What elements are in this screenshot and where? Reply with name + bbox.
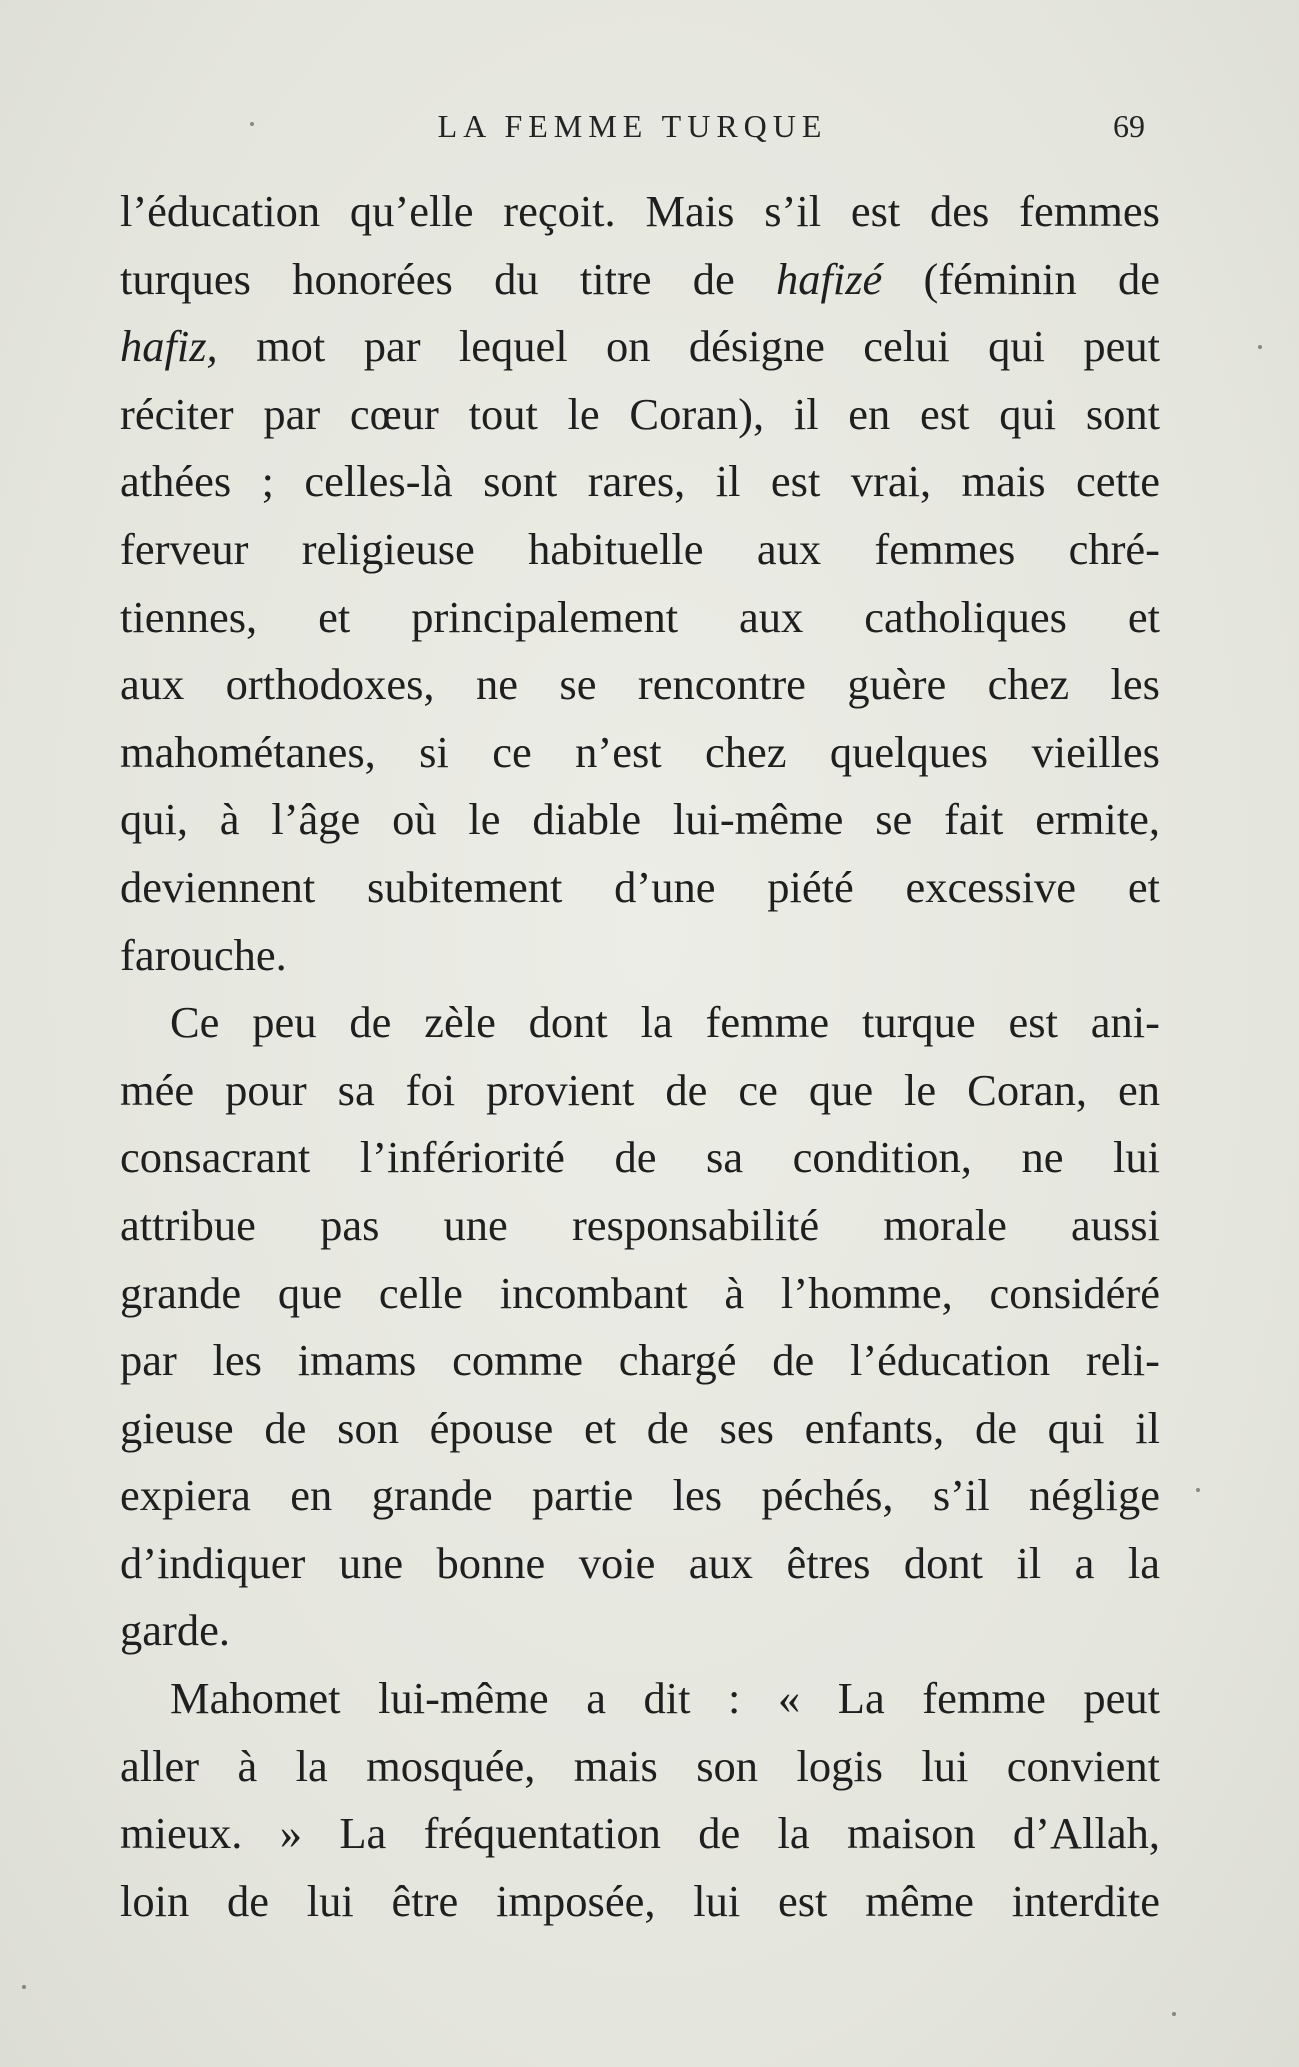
paper-speck — [250, 122, 254, 126]
text-line: grande que celle incombant à l’homme, considéré — [120, 1267, 1160, 1318]
text-line: athées ; celles-là sont rares, il est vrai, mais cette — [120, 456, 1160, 507]
text-line: mahométanes, si ce n’est chez quelques vieilles — [120, 726, 1160, 777]
text-line: ferveur religieuse habituelle aux femmes chré- — [120, 523, 1160, 574]
text-line: mieux. » La fréquentation de la maison d’Allah, — [120, 1808, 1160, 1859]
text-line: réciter par cœur tout le Coran), il en est qui sont — [120, 388, 1160, 439]
text-line: hafiz, mot par lequel on désigne celui qui peut — [120, 321, 1160, 372]
paragraph-3 — [120, 1665, 1160, 1935]
text-line: deviennent subitement d’une piété excessive et — [120, 861, 1160, 912]
text-line: d’indiquer une bonne voie aux êtres dont il a la — [120, 1537, 1160, 1588]
text-line: Mahomet lui-même a dit : « La femme peut — [170, 1673, 1160, 1724]
paper-speck — [1172, 2012, 1176, 2016]
text-line: consacrant l’infériorité de sa condition, ne lui — [120, 1132, 1160, 1183]
running-head — [120, 100, 1145, 160]
text-line: gieuse de son épouse et de ses enfants, de qui il — [120, 1402, 1160, 1453]
text-line: garde. — [120, 1605, 230, 1656]
text-line: farouche. — [120, 929, 287, 980]
text-line: turques honorées du titre de hafizé (féminin de — [120, 253, 1161, 304]
text-line: attribue pas une responsabilité morale aussi — [120, 1199, 1160, 1250]
paragraph-2 — [120, 989, 1160, 1665]
paper-speck — [1196, 1488, 1200, 1492]
paragraph-1 — [120, 178, 1160, 989]
text-line: tiennes, et principalement aux catholiques et — [120, 591, 1160, 642]
paper-speck — [1258, 345, 1262, 349]
text-line: par les imams comme chargé de l’éducation reli- — [120, 1335, 1160, 1386]
text-line: qui, à l’âge où le diable lui-même se fait ermite, — [120, 794, 1160, 845]
body-text — [120, 178, 1160, 1935]
running-title: LA FEMME TURQUE — [437, 108, 828, 144]
text-line: aux orthodoxes, ne se rencontre guère chez les — [120, 659, 1160, 710]
page-number: 69 — [1113, 108, 1145, 144]
text-line: loin de lui être imposée, lui est même interdite — [120, 1875, 1160, 1926]
text-line: Ce peu de zèle dont la femme turque est ani- — [170, 997, 1160, 1048]
text-line: expiera en grande partie les péchés, s’il néglige — [120, 1470, 1160, 1521]
text-line: aller à la mosquée, mais son logis lui convient — [120, 1740, 1160, 1791]
text-line: l’éducation qu’elle reçoit. Mais s’il est des femmes — [120, 186, 1160, 236]
paper-speck — [22, 1985, 26, 1989]
text-line: mée pour sa foi provient de ce que le Coran, en — [120, 1064, 1160, 1115]
